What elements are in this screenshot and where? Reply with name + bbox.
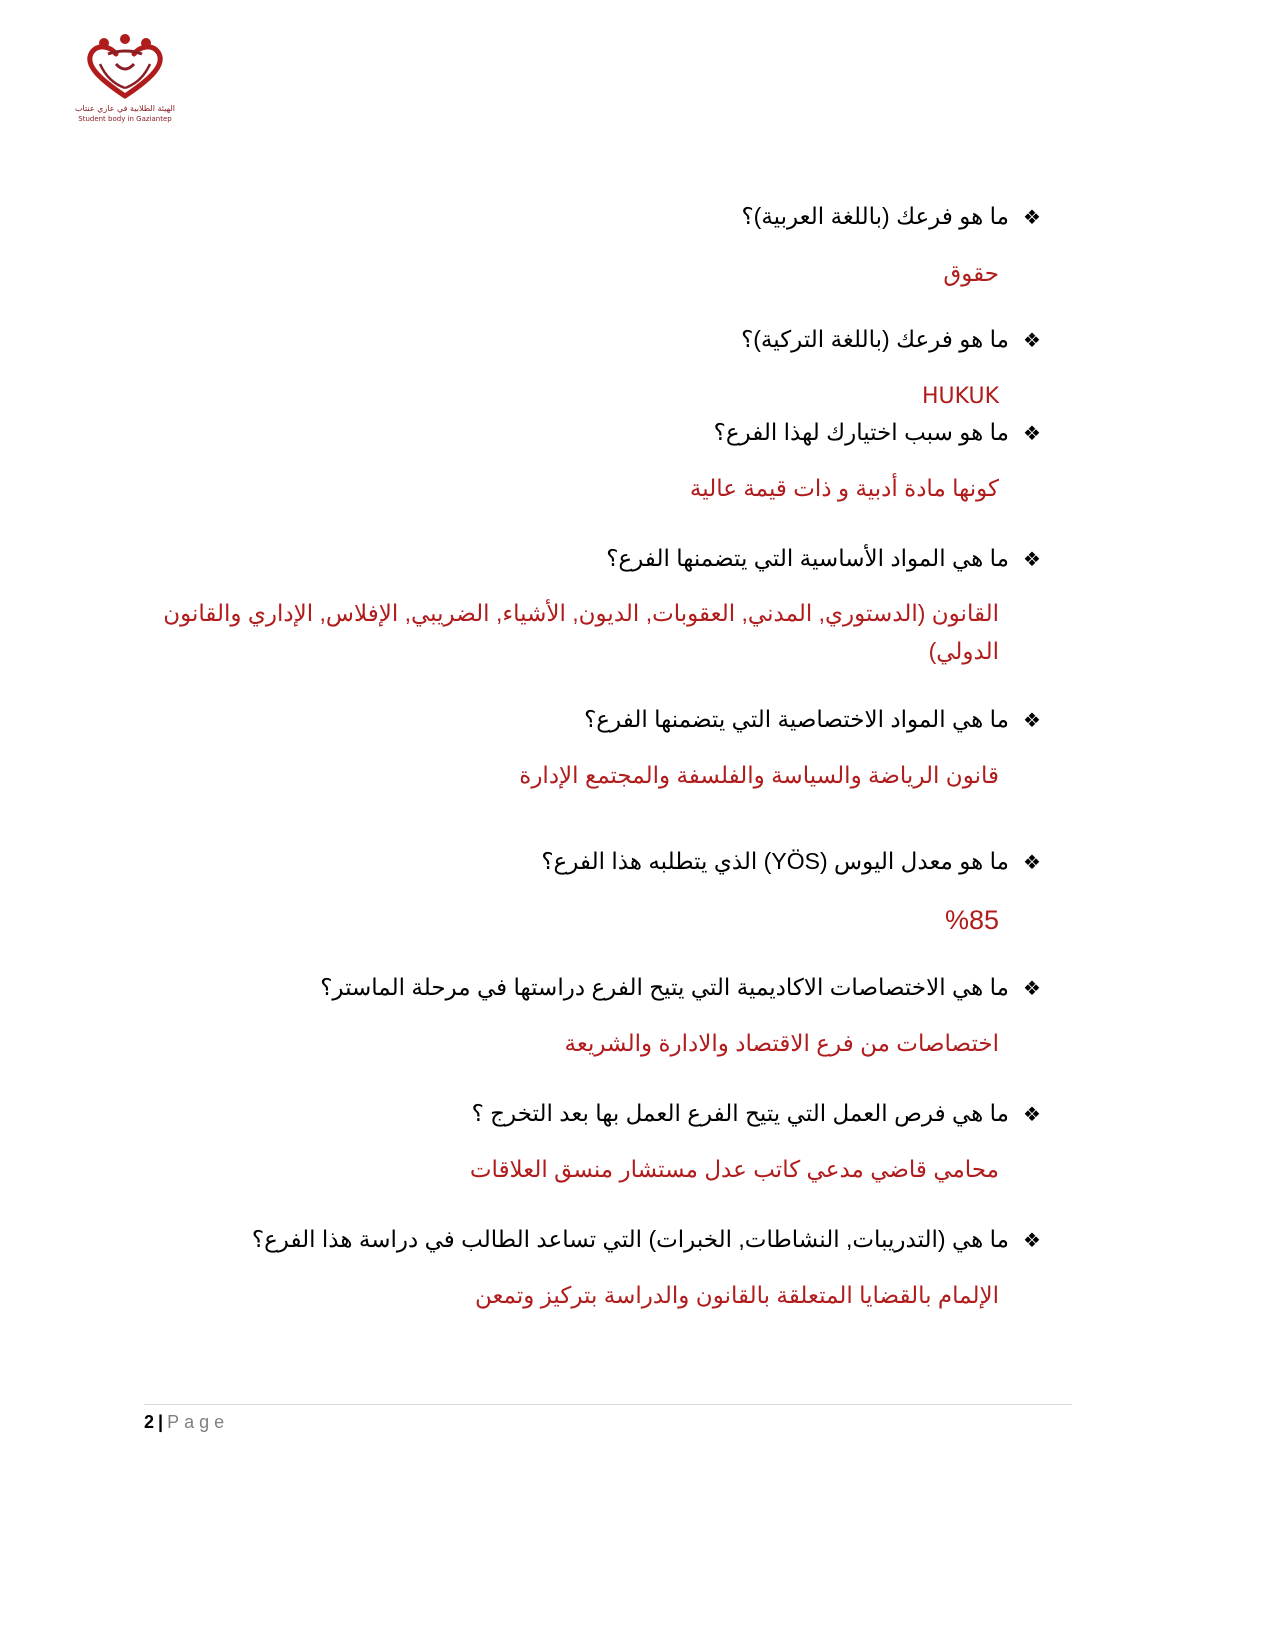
- footer-divider: [144, 1404, 1072, 1405]
- answer-9: الإلمام بالقضايا المتعلقة بالقانون والدراسة بتركيز وتمعن: [474, 1282, 999, 1308]
- logo: [66, 34, 184, 130]
- diamond-bullet-icon: ❖: [1023, 328, 1041, 352]
- question-text: ما هي فرص العمل التي يتيح الفرع العمل بها بعد التخرج ؟: [471, 1100, 1009, 1126]
- diamond-bullet-icon: ❖: [1023, 1102, 1041, 1126]
- diamond-bullet-icon: ❖: [1023, 976, 1041, 1000]
- page-footer: [144, 1410, 229, 1434]
- question-text: ما هي المواد الاختصاصية التي يتضمنها الفرع؟: [584, 706, 1009, 732]
- question-7: [320, 972, 1043, 1003]
- question-text: ما هو فرعك (باللغة العربية)؟: [741, 203, 1009, 229]
- answer-8: محامي قاضي مدعي كاتب عدل مستشار منسق العلاقات: [469, 1156, 999, 1182]
- question-5: [584, 704, 1043, 735]
- diamond-bullet-icon: ❖: [1023, 708, 1041, 732]
- answer-7: اختصاصات من فرع الاقتصاد والادارة والشريعة: [564, 1030, 999, 1056]
- question-9: [252, 1224, 1043, 1255]
- page-label: Page: [167, 1412, 230, 1432]
- question-8: [472, 1098, 1043, 1129]
- student-body-heart-logo-icon: [78, 34, 172, 102]
- answer-4: القانون (الدستوري, المدني, العقوبات, الديون, الأشياء, الضريبي, الإفلاس, الإداري والقانون الدولي): [163, 600, 999, 664]
- question-text: ما هي (التدريبات, النشاطات, الخبرات) التي تساعد الطالب في دراسة هذا الفرع؟: [251, 1226, 1009, 1252]
- question-1: [741, 201, 1043, 232]
- answer-3: كونها مادة أدبية و ذات قيمة عالية: [689, 475, 999, 501]
- question-text: ما هي المواد الأساسية التي يتضمنها الفرع؟: [606, 545, 1009, 571]
- diamond-bullet-icon: ❖: [1023, 421, 1041, 445]
- diamond-bullet-icon: ❖: [1023, 547, 1041, 571]
- question-text: ما هو سبب اختيارك لهذا الفرع؟: [713, 419, 1009, 445]
- logo-english-text: Student body in Gaziantep: [78, 115, 172, 123]
- answer-1: حقوق: [943, 260, 999, 286]
- answer-2: HUKUK: [921, 384, 999, 409]
- diamond-bullet-icon: ❖: [1023, 205, 1041, 229]
- question-4: [606, 543, 1043, 574]
- question-text: ما هو معدل اليوس (YÖS) الذي يتطلبه هذا الفرع؟: [541, 848, 1009, 874]
- question-text: ما هي الاختصاصات الاكاديمية التي يتيح الفرع دراستها في مرحلة الماستر؟: [320, 974, 1009, 1000]
- question-3: [714, 417, 1043, 448]
- answer-5: قانون الرياضة والسياسة والفلسفة والمجتمع الإدارة: [519, 762, 999, 788]
- diamond-bullet-icon: ❖: [1023, 850, 1041, 874]
- question-2: [741, 324, 1043, 355]
- page-number: 2: [144, 1412, 155, 1432]
- answer-6: %85: [944, 905, 999, 935]
- question-text: ما هو فرعك (باللغة التركية)؟: [741, 326, 1009, 352]
- question-6: [541, 846, 1043, 877]
- diamond-bullet-icon: ❖: [1023, 1228, 1041, 1252]
- footer-separator: |: [158, 1412, 164, 1432]
- logo-arabic-text: الهيئة الطلابية في عازي عنتاب: [75, 104, 175, 113]
